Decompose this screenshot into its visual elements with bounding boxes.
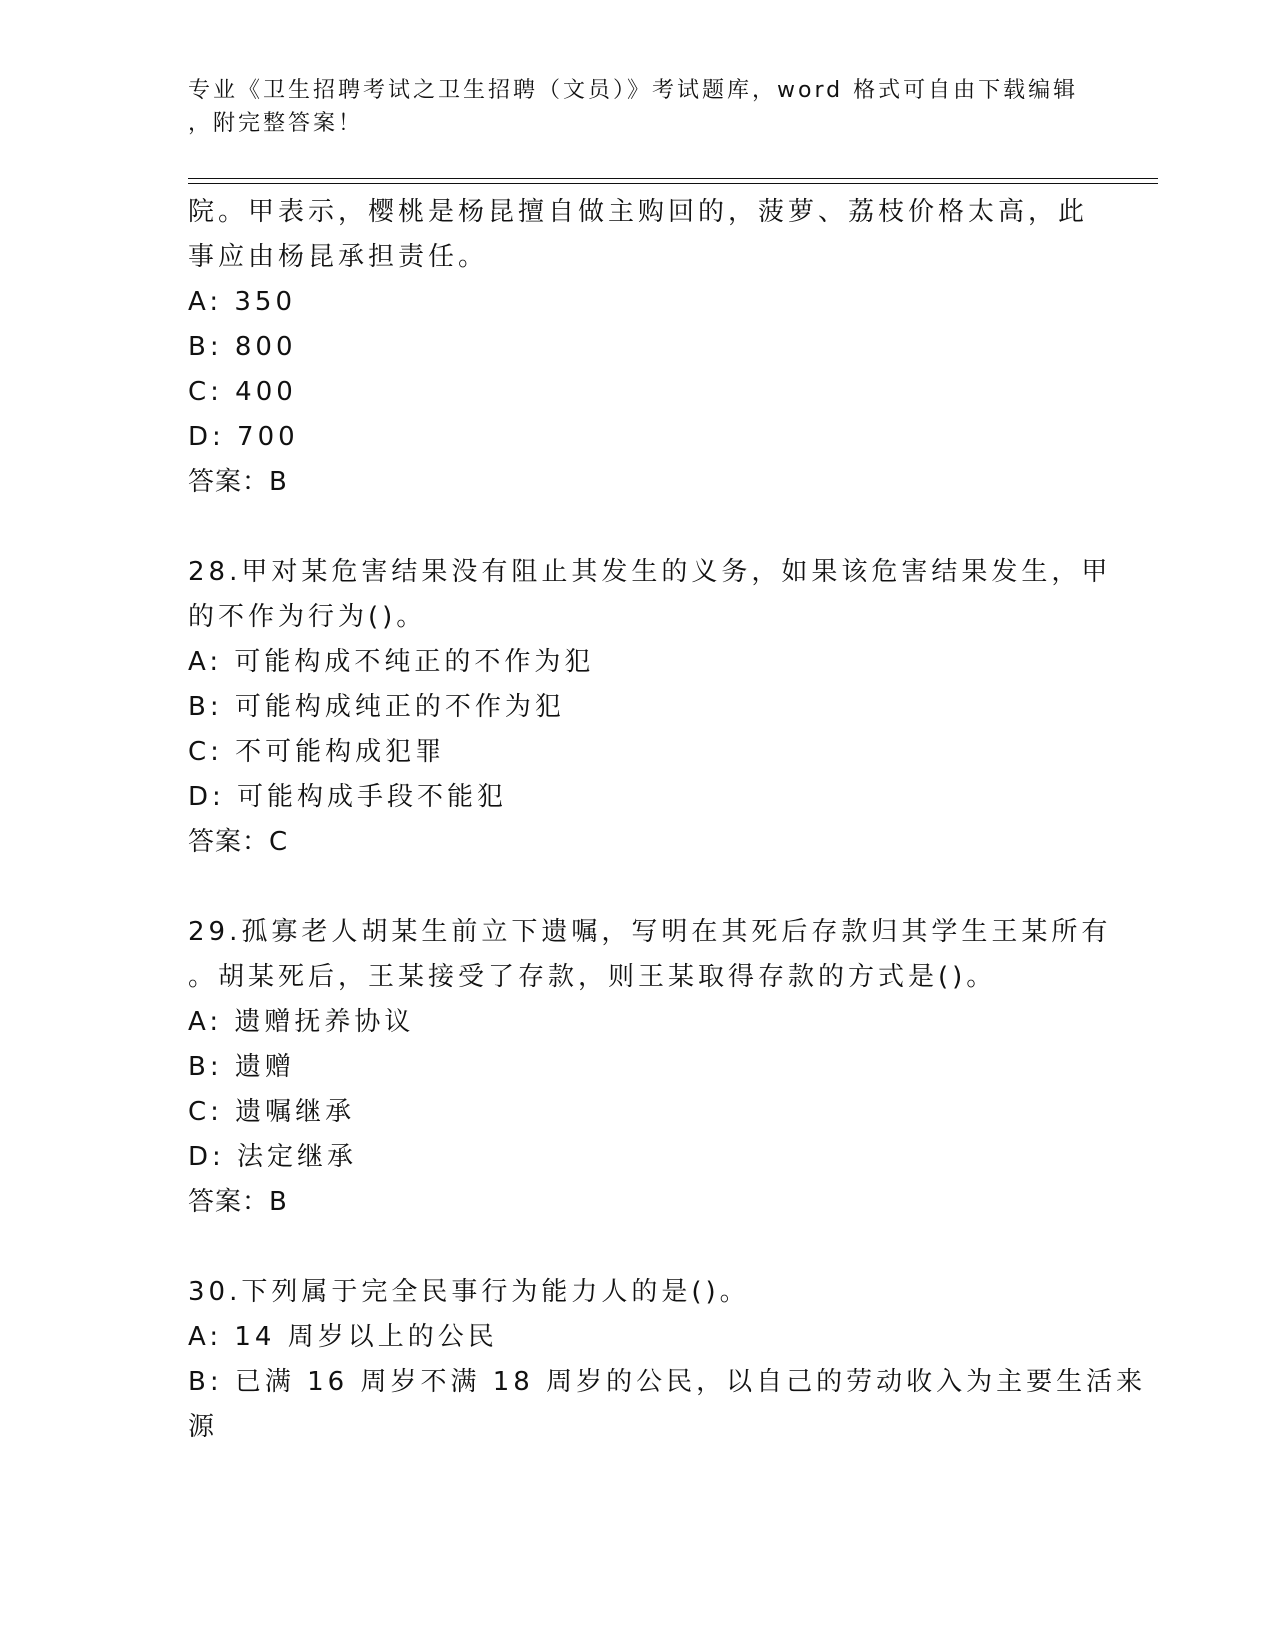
option-a: A: 可能构成不纯正的不作为犯 — [188, 647, 595, 677]
spacer — [188, 1225, 1088, 1270]
question-text-line: 。胡某死后，王某接受了存款，则王某取得存款的方式是()。 — [188, 962, 997, 992]
option-d: D: 可能构成手段不能犯 — [188, 782, 508, 812]
option-a: A: 350 — [188, 287, 296, 317]
question-29 — [188, 910, 1112, 1225]
option-b: B: 已满 16 周岁不满 18 周岁的公民，以自己的劳动收入为主要生活来 — [188, 1367, 1147, 1397]
header-divider-bottom — [188, 183, 1158, 184]
option-d: D: 法定继承 — [188, 1142, 358, 1172]
question-text-line: 30.下列属于完全民事行为能力人的是()。 — [188, 1277, 750, 1307]
header-line-1: 专业《卫生招聘考试之卫生招聘（文员）》考试题库，word 格式可自由下载编辑 — [188, 78, 1079, 103]
option-a: A: 遗赠抚养协议 — [188, 1007, 415, 1037]
option-c: C: 400 — [188, 377, 297, 407]
option-a: A: 14 周岁以上的公民 — [188, 1322, 498, 1352]
question-text-line: 29.孤寡老人胡某生前立下遗嘱，写明在其死后存款归其学生王某所有 — [188, 917, 1112, 947]
question-30 — [188, 1270, 1147, 1450]
option-b-continued: 源 — [188, 1412, 219, 1442]
option-b: B: 800 — [188, 332, 297, 362]
option-b: B: 可能构成纯正的不作为犯 — [188, 692, 565, 722]
question-continued — [188, 190, 1088, 505]
option-d: D: 700 — [188, 422, 299, 452]
header-divider-top — [188, 178, 1158, 179]
question-text-line: 事应由杨昆承担责任。 — [188, 242, 489, 272]
option-c: C: 不可能构成犯罪 — [188, 737, 446, 767]
header-line-2: ，附完整答案！ — [188, 111, 364, 136]
question-text-line: 的不作为行为()。 — [188, 602, 427, 632]
document-header — [188, 74, 1088, 140]
question-28 — [188, 550, 1112, 865]
option-b: B: 遗赠 — [188, 1052, 295, 1082]
answer-label: 答案：B — [188, 467, 288, 497]
answer-label: 答案：B — [188, 1187, 288, 1217]
question-list — [188, 190, 1147, 1450]
spacer — [188, 865, 1088, 910]
question-text-line: 28.甲对某危害结果没有阻止其发生的义务，如果该危害结果发生，甲 — [188, 557, 1112, 587]
answer-label: 答案：C — [188, 827, 289, 857]
option-c: C: 遗嘱继承 — [188, 1097, 356, 1127]
question-text-line: 院。甲表示，樱桃是杨昆擅自做主购回的，菠萝、荔枝价格太高，此 — [188, 197, 1089, 227]
spacer — [188, 505, 1088, 550]
